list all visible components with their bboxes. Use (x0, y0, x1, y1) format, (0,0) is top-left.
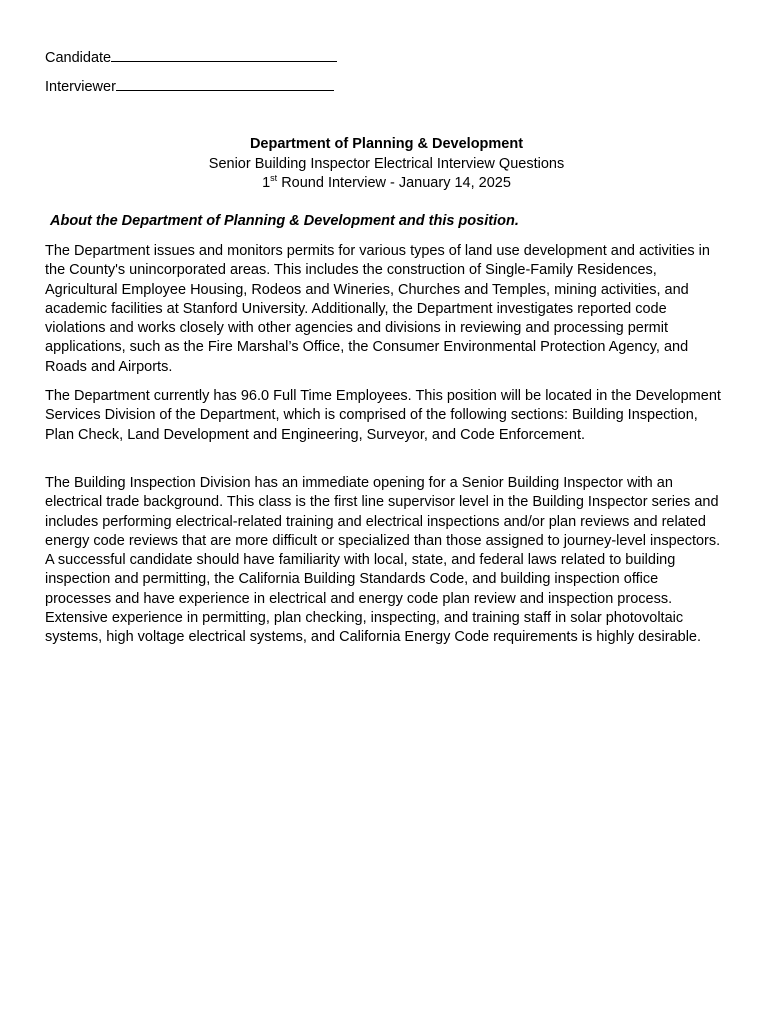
about-paragraph-department: The Department issues and monitors permits for various types of land use development and activities in the County's unincorporated areas. This includes the construction of Single-Family Residences, Agricultural Employee Housing, Rodeos and Wineries, Churches and Temples, mining activities, and academic facilities at Stanford University. Additionally, the Department investigates reported code violations and works closely with other agencies and divisions in reviewing and processing permit applications, such as the Fire Marshal’s Office, the Consumer Environmental Protection Agency, and Roads and Airports. (45, 243, 710, 375)
document-subtitle: Senior Building Inspector Electrical Interview Questions (208, 155, 565, 172)
about-paragraph-employees: The Department currently has 96.0 Full Time Employees. This position will be located in the Development Services Division of the Department, which is comprised of the following sections: Building Inspection, Plan Check, Land Development and Engineering, Surveyor, and Code Enforcement. (45, 388, 721, 443)
candidate-label: Candidate (45, 50, 112, 66)
about-heading: About the Department of Planning & Development and this position. (50, 213, 519, 229)
candidate-field[interactable] (45, 47, 337, 67)
interview-round (45, 174, 728, 194)
interviewer-label: Interviewer (45, 79, 116, 95)
candidate-blank-line[interactable] (111, 47, 337, 62)
interviewer-field[interactable] (45, 76, 334, 96)
document-header (45, 135, 728, 194)
interviewer-blank-line[interactable] (116, 76, 334, 91)
about-paragraph-position: The Building Inspection Division has an immediate opening for a Senior Building Inspector with an electrical trade background. This class is the first line supervisor level in the Building Inspector series and includes performing electrical-related training and electrical inspections and/or plan reviews and related energy code reviews that are more difficult or specialized than those assigned to journey-level inspectors. A successful candidate should have familiarity with local, state, and federal laws related to building inspection and permitting, the California Building Standards Code, and building inspection office processes and have experience in electrical and energy code plan review and inspection process. Extensive experience in permitting, plan checking, inspecting, and training staff in solar photovoltaic systems, high voltage electrical systems, and California Energy Code requirements is highly desirable. (45, 475, 721, 646)
round-suffix: st (270, 173, 278, 184)
department-title: Department of Planning & Development (249, 136, 524, 152)
round-number: 1 (262, 175, 271, 191)
round-text: Round Interview - January 14, 2025 (277, 175, 511, 191)
